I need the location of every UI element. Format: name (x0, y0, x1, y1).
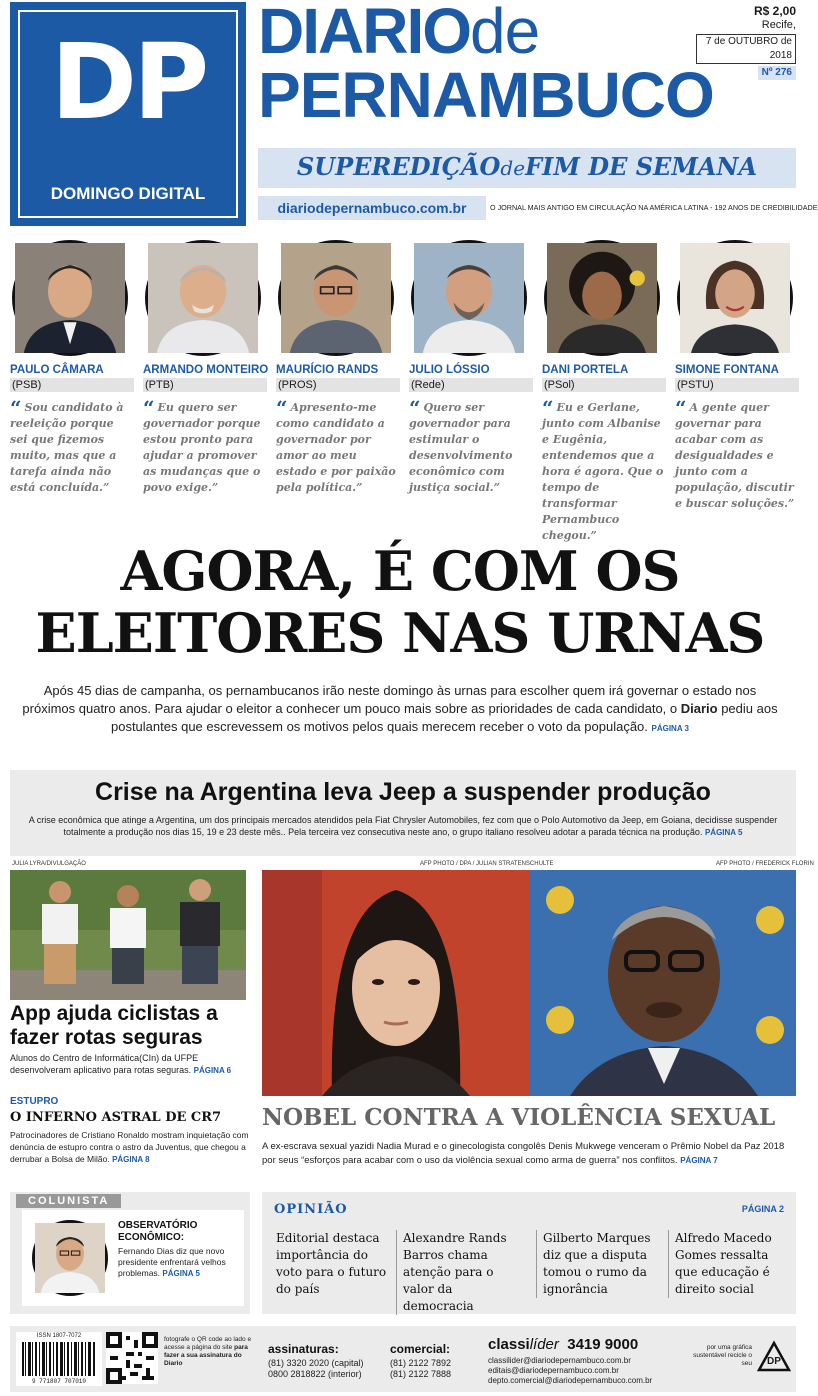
jeep-title: Crise na Argentina leva Jeep a suspender produção (95, 778, 711, 806)
columnist-text: Fernando Dias diz que novo presidente enfrentará velhos problemas. PÁGINA 5 (118, 1246, 226, 1278)
candidate-photo (278, 240, 394, 356)
candidate-party: (PSB) (10, 378, 134, 392)
price: R$ 2,00 (753, 4, 796, 18)
superedicao-b: FIM DE SEMANA (525, 152, 758, 181)
commercial-label: comercial: (390, 1342, 451, 1356)
quote-icon: “ (409, 396, 421, 420)
page-reference[interactable]: PÁGINA 7 (680, 1156, 718, 1165)
edition-number: Nº 276 (758, 66, 796, 80)
candidate-quote: “ A gente quer governar para acabar com as desigualdades e junto com a população, discutir e buscar soluções.” (675, 396, 795, 510)
page-reference[interactable]: PÁGINA 5 (162, 1269, 200, 1278)
app-story-text: Alunos do Centro de Informática(CIn) da UFPE desenvolveram aplicativo para rotas seguras. PÁGINA 6 (10, 1053, 232, 1075)
recycle-text: por uma gráfica sustentável recicle o seu (693, 1344, 752, 1367)
columnist-label: COLUNISTA (16, 1194, 121, 1208)
candidate-name: SIMONE FONTANA (675, 364, 779, 376)
candidate-name: MAURÍCIO RANDS (276, 364, 379, 376)
tagline: O JORNAL MAIS ANTIGO EM CIRCULAÇÃO NA AMÉRICA LATINA - 192 ANOS DE CREDIBILIDADE (490, 203, 818, 212)
nobel-text: A ex-escrava sexual yazidi Nadia Murad e o ginecologista congolês Denis Mukwege venceram o Prêmio Nobel da Paz 2018 por seus “esforços para acabar com o uso da violência sexual como arma de guerra” nos conflitos. PÁGINA 7 (262, 1141, 785, 1166)
opinion-label: OPINIÃO (274, 1202, 348, 1217)
nobel-title: NOBEL CONTRA A VIOLÊNCIA SEXUAL (262, 1104, 776, 1131)
candidate-photo (544, 240, 660, 356)
candidate-party: (PSol) (542, 378, 666, 392)
commercial-phone: (81) 2122 7892 (390, 1358, 452, 1368)
site-link[interactable]: diariodepernambuco.com.br (258, 196, 486, 220)
page-reference[interactable]: PÁGINA 8 (112, 1155, 150, 1164)
title-light: de (470, 0, 540, 67)
headline-line2: ELEITORES NAS URNAS (35, 601, 765, 665)
qr-instructions: fotografe o QR code ao lado e acesse a página do site para fazer a sua assinatura do Diario (164, 1336, 252, 1367)
edition-banner (258, 148, 796, 188)
site-bar (258, 196, 818, 220)
jeep-story (10, 770, 796, 856)
issn: ISSN 1807-7072 (36, 1333, 82, 1339)
candidate-photo (677, 240, 793, 356)
columnist-box (10, 1192, 250, 1314)
commercial-phone: (81) 2122 7888 (390, 1369, 452, 1379)
candidate-party: (PROS) (276, 378, 400, 392)
newspaper-title (258, 0, 540, 67)
jeep-text: A crise econômica que atinge a Argentina, um dos principais mercados atendidos pela Fiat Chrysler Automobiles, fez com que o Polo Automotivo da Jeep, em Goiana, decidisse suspender totalmente a produção nos dias 15, 19 e 23 deste mês.. Pela terceira vez consecutiva neste ano, o grupo italiano resolveu adotar a parada técnica na produção. PÁGINA 5 (28, 815, 778, 837)
candidate-quote: “ Quero ser governador para estimular o desenvolvimento econômico com justiça social.” (409, 396, 513, 494)
cr7-kicker: ESTUPRO (10, 1096, 59, 1107)
page-reference[interactable]: PÁGINA 3 (651, 724, 689, 733)
opinion-item: Editorial destaca importância do voto para o futuro do país (276, 1231, 387, 1296)
candidate-name: JULIO LÓSSIO (409, 364, 490, 376)
recycle-icon (756, 1340, 792, 1376)
main-headline (0, 540, 800, 664)
email-link[interactable]: classilider@diariodepernambuco.com.br (488, 1356, 631, 1365)
photo-credit: JULIA LYRA/DIVULGAÇÃO (12, 861, 86, 867)
qr-code[interactable] (106, 1332, 158, 1384)
candidate-name: ARMANDO MONTEIRO (143, 364, 269, 376)
nobel-photo-murad (262, 870, 530, 1096)
candidate-photo (145, 240, 261, 356)
columnist-title: OBSERVATÓRIO ECONÔMICO: (118, 1220, 198, 1243)
candidate-party: (Rede) (409, 378, 533, 392)
superedicao-de: de (500, 156, 526, 180)
logo-subtitle: DOMINGO DIGITAL (50, 184, 206, 203)
page-reference[interactable]: PÁGINA 5 (704, 828, 743, 837)
quote-icon: “ (143, 396, 155, 420)
email-link[interactable]: depto.comercial@diariodepernambuco.com.br (488, 1376, 653, 1385)
footer (10, 1326, 796, 1392)
opinion-item: Gilberto Marques diz que a disputa tomou o rumo da ignorância (536, 1230, 654, 1298)
issue-info (696, 4, 796, 80)
app-story-photo (10, 870, 246, 1000)
barcode (16, 1332, 102, 1386)
headline-line1: AGORA, É COM OS (120, 539, 680, 603)
candidate-photo (12, 240, 128, 356)
headline-lead: Após 45 dias de campanha, os pernambucanos irão neste domingo às urnas para escolher quem irá governar o estado nos próximos quatro anos. Para ajudar o eleitor a conhecer um pouco mais sobre as prioridades de cada candidato, o Diario pediu aos postulantes que escrevessem os motivos pelos quais merecem receber o voto da população. PÁGINA 3 (22, 683, 778, 734)
candidate-quote: “ Sou candidato à reeleição porque sei que fizemos muito, mas que a tarefa ainda não está concluída.” (10, 396, 124, 494)
page-reference[interactable]: PÁGINA 6 (193, 1066, 232, 1075)
candidate-quote: “ Eu e Gerlane, junto com Albanise e Eugênia, entendemos que a hora é agora. Que o tempo de transformar Pernambuco chegou.” (542, 396, 664, 542)
candidate-quote: “ Apresento-me como candidato a governador por amor ao meu estado e por paixão pela política.” (276, 396, 396, 494)
candidate-quote: “ Eu quero ser governador porque estou pronto para ajudar a promover as mudanças que o povo exige.” (143, 396, 261, 494)
subscriptions-phone: 0800 2818822 (interior) (268, 1369, 362, 1379)
barcode-digits: 9 771807 707010 (31, 1378, 86, 1385)
candidate-photo (411, 240, 527, 356)
email-link[interactable]: editais@diariodepernambuco.com.br (488, 1366, 619, 1375)
cr7-title: O INFERNO ASTRAL DE CR7 (10, 1110, 222, 1125)
logo (10, 2, 246, 226)
quote-icon: “ (10, 396, 22, 420)
photo-credit: AFP PHOTO / FREDERICK FLORIN (716, 861, 814, 867)
candidate-party: (PTB) (143, 378, 267, 392)
city: Recife, (761, 19, 796, 31)
title-bold: DIARIO (258, 0, 470, 67)
issue-date: 7 de OUTUBRO de 2018 (696, 34, 796, 64)
classifieds-label: classilíder 3419 9000 (488, 1336, 639, 1353)
opinion-box (262, 1192, 796, 1314)
opinion-item: Alfredo Macedo Gomes ressalta que educação é direito social (668, 1230, 786, 1298)
subscriptions-label: assinaturas: (268, 1342, 339, 1356)
superedicao-a: SUPEREDIÇÃO (296, 152, 501, 181)
candidate-name: DANI PORTELA (542, 364, 629, 376)
subscriptions-phone: (81) 3320 2020 (capital) (268, 1358, 364, 1368)
quote-icon: “ (276, 396, 288, 420)
classifieds-phone: 3419 9000 (567, 1336, 639, 1353)
recycle-logo-letters: DP (767, 1356, 781, 1367)
photo-credit: AFP PHOTO / DPA / JULIAN STRATENSCHULTE (420, 861, 554, 867)
page-reference[interactable]: PÁGINA 2 (741, 1204, 784, 1214)
columnist-photo (32, 1220, 108, 1296)
quote-icon: “ (675, 396, 687, 420)
app-story-title: App ajuda ciclistas a fazer rotas seguras (10, 1002, 218, 1049)
cr7-text: Patrocinadores de Cristiano Ronaldo mostram inquietação com denúncia de estupro contra o astro da Juventus, que chegou a derrubar a Bolsa de Milão. PÁGINA 8 (10, 1130, 249, 1164)
candidate-name: PAULO CÂMARA (10, 364, 104, 376)
opinion-item: Alexandre Rands Barros chama atenção para o valor da democracia (396, 1230, 514, 1315)
quote-icon: “ (542, 396, 554, 420)
logo-letters: DP (50, 21, 206, 143)
candidate-party: (PSTU) (675, 378, 799, 392)
nobel-photo-mukwege (530, 870, 796, 1096)
newspaper-title-line2: PERNAMBUCO (258, 59, 714, 131)
